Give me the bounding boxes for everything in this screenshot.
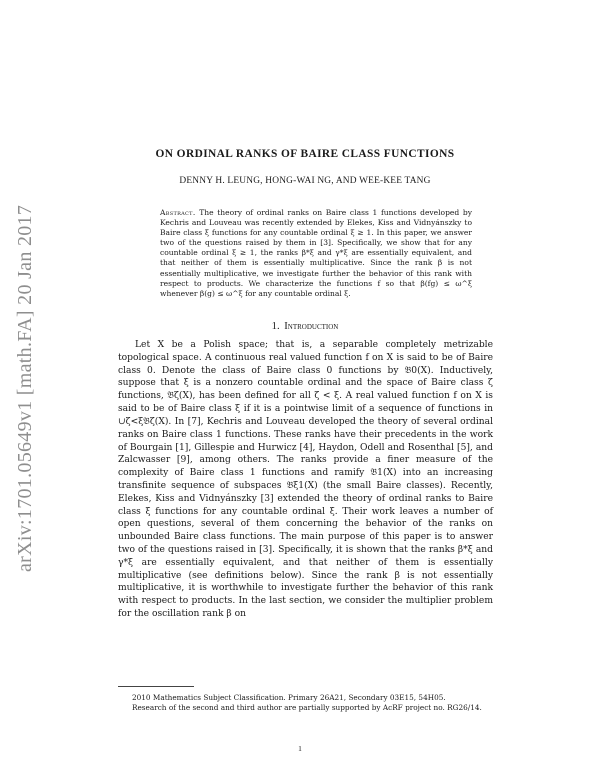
page-number: 1 [298, 744, 302, 753]
abstract [160, 208, 472, 299]
arxiv-stamp-text: arXiv:1701.05649v1 [math.FA] 20 Jan 2017 [14, 204, 36, 572]
paper-title: ON ORDINAL RANKS OF BAIRE CLASS FUNCTIONS [155, 148, 455, 160]
footnotes [118, 693, 493, 713]
section-number: 1. [271, 321, 280, 332]
section-heading [100, 321, 510, 332]
footnote-msc: 2010 Mathematics Subject Classification. Primary 26A21, Secondary 03E15, 54H05. [132, 693, 446, 702]
abstract-label: Abstract. [160, 208, 196, 217]
introduction-paragraph: Let X be a Polish space; that is, a separable completely metrizable topological space. A continuous real valued function f on X is said to be of Baire class 0. Denote the class of Baire class 0 functions by 𝔅0(X). Inductively, suppose that ξ is a nonzero countable ordinal and the space of Baire class ζ functions, 𝔅ζ(X), has been defined for all ζ < ξ. A real valued function f on X is said to be of Baire class ξ if it is a pointwise limit of a sequence of functions in ∪ζ<ξ𝔅ζ(X). In [7], Kechris and Louveau developed the theory of several ordinal ranks on Baire class 1 functions. These ranks have their precedents in the work of Bourgain [1], Gillespie and Hurwicz [4], Haydon, Odell and Rosenthal [5], and Zalcwasser [9], among others. The ranks provide a finer measure of the complexity of Baire class 1 functions and ramify 𝔅1(X) into an increasing transfinite sequence of subspaces 𝔅ξ1(X) (the small Baire classes). Recently, Elekes, Kiss and Vidnyánszky [3] extended the theory of ordinal ranks to Baire class ξ functions for any countable ordinal ξ. Their work leaves a number of open questions, several of them concerning the behavior of the ranks on unbounded Baire class functions. The main purpose of this paper is to answer two of the questions raised in [3]. Specifically, it is shown that the ranks β*ξ and γ*ξ are essentially equivalent, and that neither of them is essentially multiplicative (see definitions below). Since the rank β is not essentially multiplicative, it is worthwhile to investigate further the behavior of this rank with respect to products. In the last section, we consider the multiplier problem for the oscillation rank β on [118, 340, 493, 620]
arxiv-stamp [8, 172, 38, 572]
footnote-divider [118, 686, 194, 687]
section-title: Introduction [284, 321, 339, 332]
footnote-funding: Research of the second and third author are partially supported by AcRF project no. RG26/14. [132, 703, 482, 713]
abstract-text: The theory of ordinal ranks on Baire class 1 functions developed by Kechris and Louveau was recently extended by Elekes, Kiss and Vidnyánszky to Baire class ξ functions for any countable ordinal ξ ≥ 1. In this paper, we answer two of the questions raised by them in [3]. Specifically, we show that for any countable ordinal ξ ≥ 1, the ranks β*ξ and γ*ξ are essentially equivalent, and that neither of them is essentially multiplicative. Since the rank β is not essentially multiplicative, we investigate further the behavior of this rank with respect to products. We characterize the functions f so that β(fg) ≤ ω^ξ whenever β(g) ≤ ω^ξ for any countable ordinal ξ. [160, 208, 472, 298]
author-list: DENNY H. LEUNG, HONG-WAI NG, AND WEE-KEE TANG [179, 176, 431, 186]
